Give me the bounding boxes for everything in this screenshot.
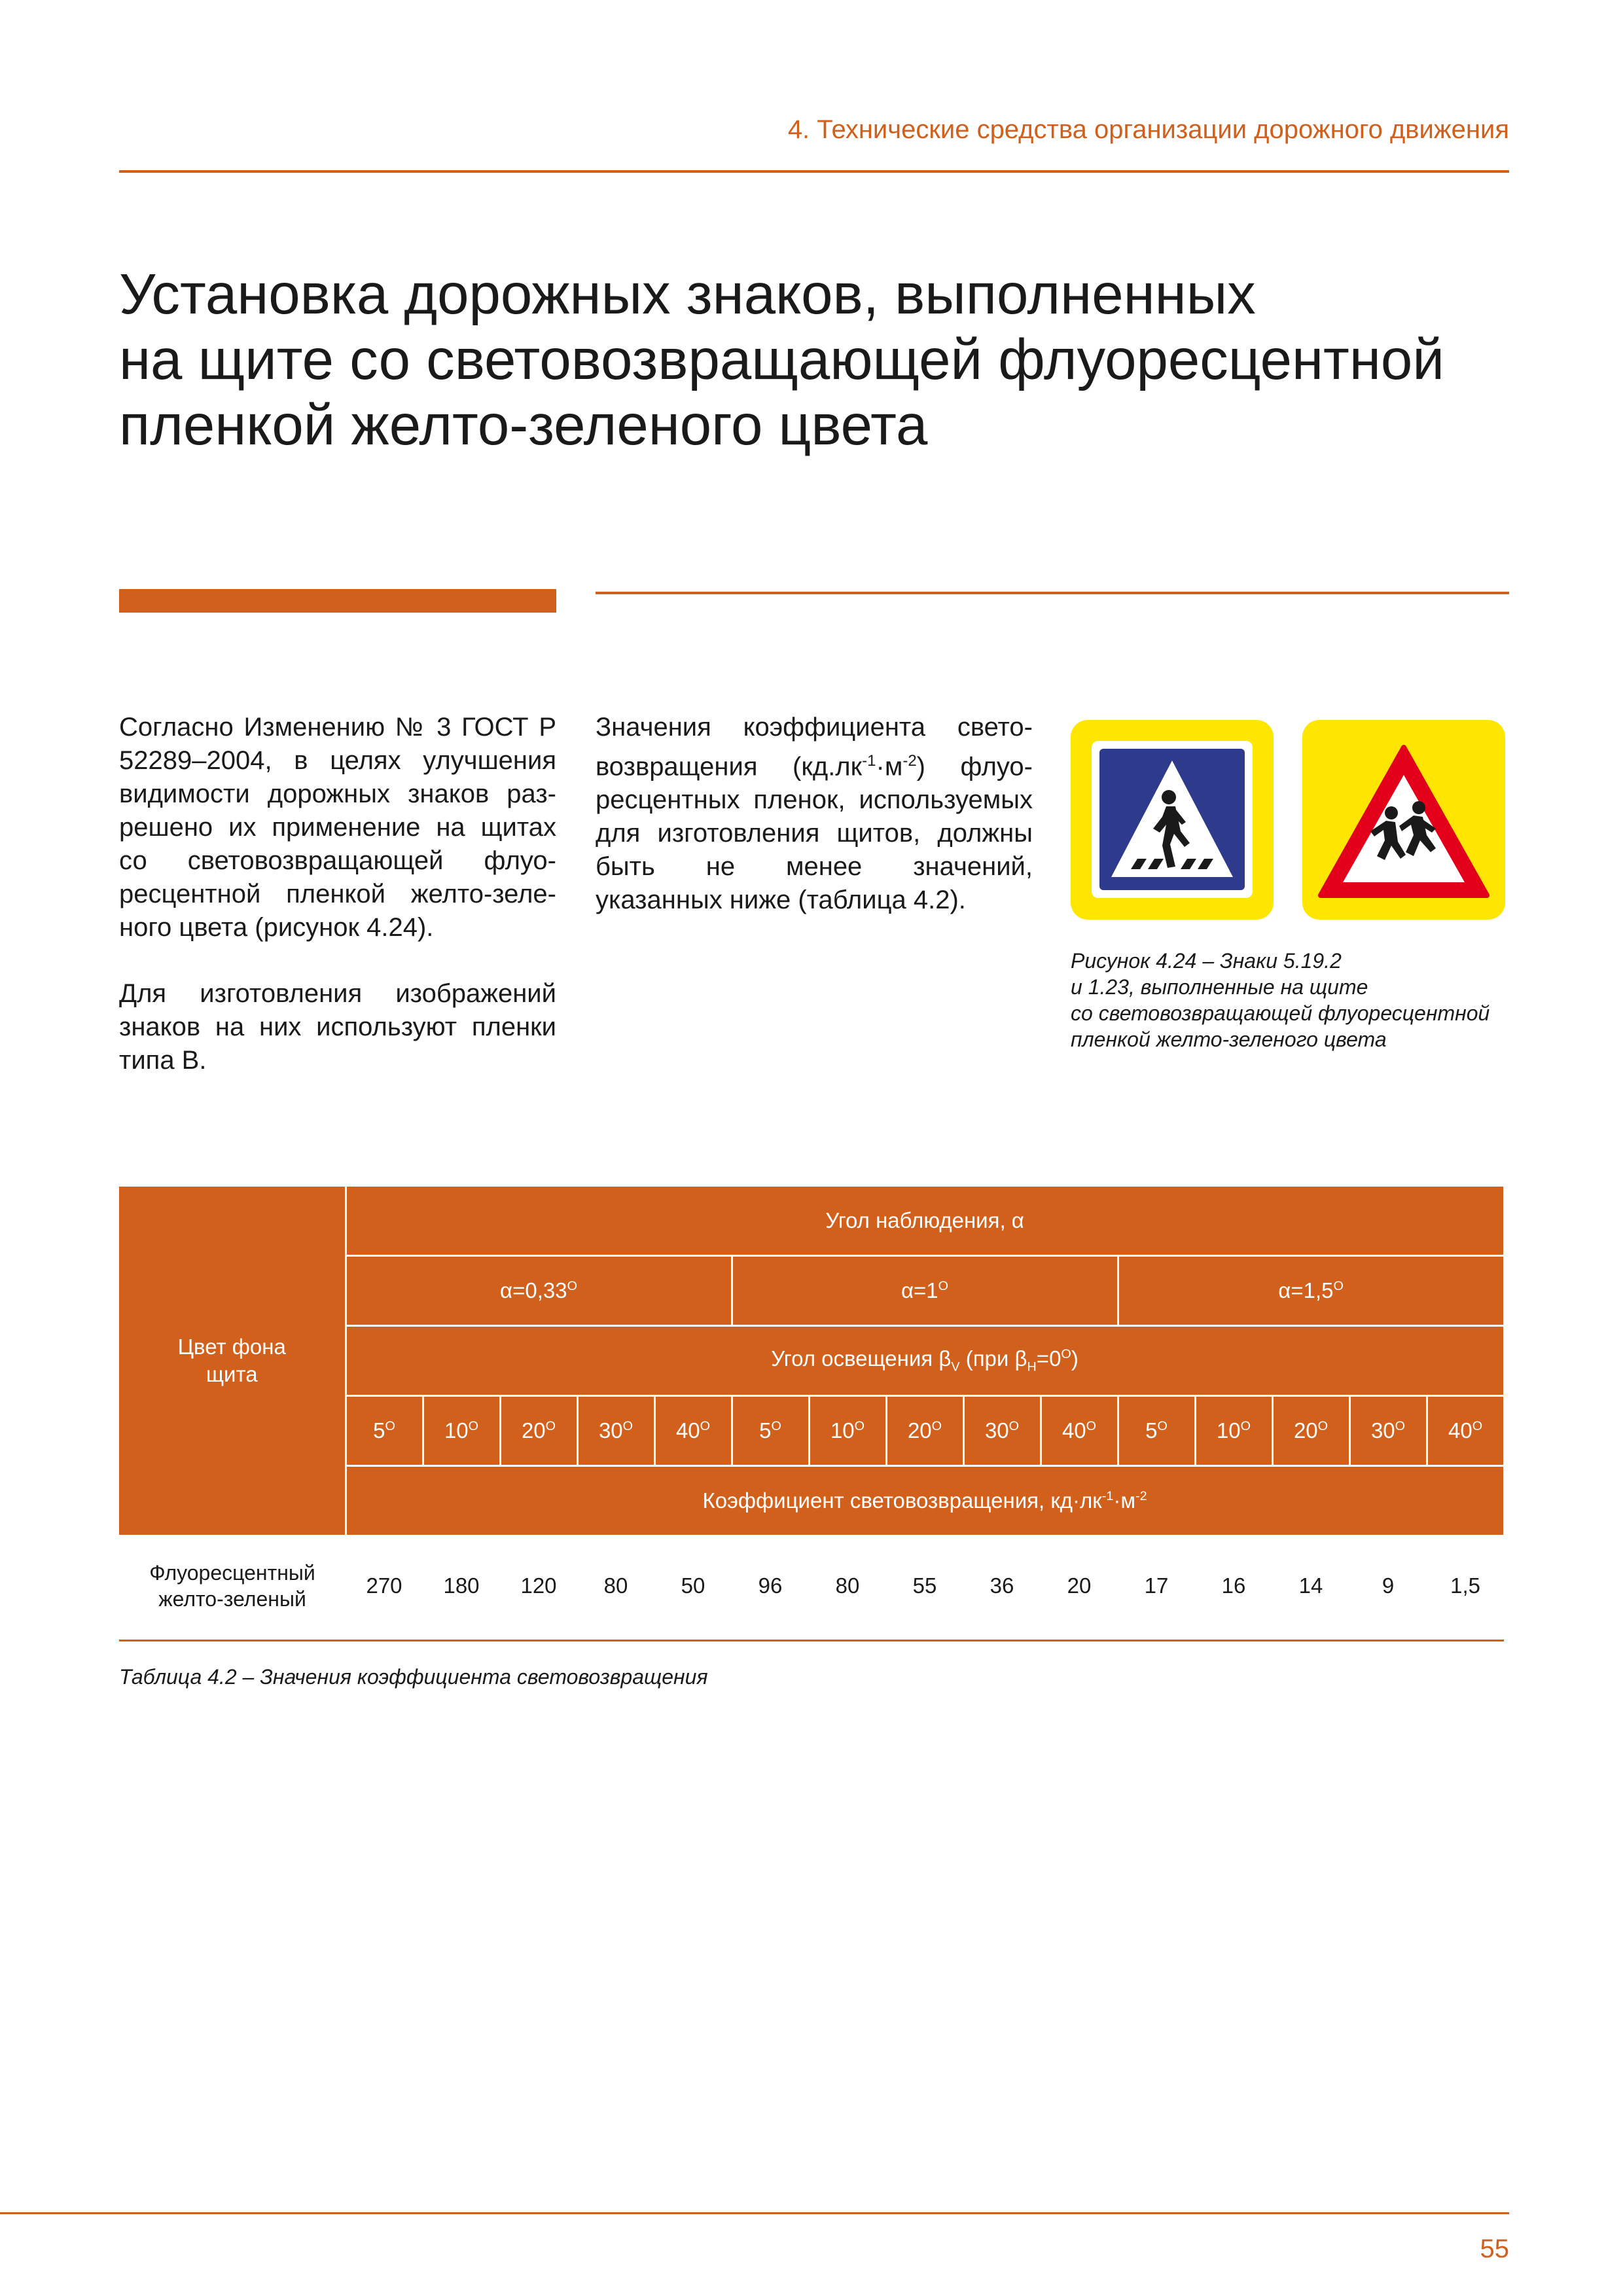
value-cell: 80 [835,1573,860,1598]
angle-header-cell: $30^O$ [963,1396,1041,1466]
value-cell: 36 [990,1573,1014,1598]
section-rule [596,592,1509,594]
value-cell: 120 [520,1573,557,1598]
illumination-angle-header: Угол освещения $\beta_V$ (при $\beta_H=0^O$) [346,1326,1504,1396]
alpha-group-header: $\alpha=0,33^O$ [346,1256,732,1326]
value-cell: 17 [1144,1573,1169,1598]
title-line-1: Установка дорожных знаков, выполненных [119,262,1256,326]
title-line-2: на щите со световозвращающей флуоресцентной [119,328,1444,391]
text-column-middle [596,711,1033,950]
table-corner-header: Цвет фона щита [119,1186,346,1536]
table-bottom-rule [119,1640,1504,1641]
page-title [119,262,1526,458]
text-column-left [119,711,556,1110]
section-bar [119,589,556,613]
value-cell: 180 [443,1573,480,1598]
angle-header-cell: $20^O$ [886,1396,963,1466]
angle-header-cell: $30^O$ [577,1396,654,1466]
row-label: Флуоресцентный желто-зеленый [149,1561,315,1611]
retroreflection-table [119,1185,1505,1635]
value-cell: 1,5 [1450,1573,1480,1598]
figure-caption: Рисунок 4.24 – Знаки 5.19.2 и 1.23, выполненные на щите со световозвращающей флуоресцентной пленкой желто-зеленого цвета [1071,949,1490,1051]
paragraph-gost: Согласно Изменению № 3 ГОСТ Р 52289–2004, в целях улучшения видимости дорожных знаков разрешено их применение на щитах со световозвращающей флуоресцентной пленкой желто-зеленого цвета (рисунок 4.24). [119,713,556,942]
angle-header-cell: $30^O$ [1349,1396,1427,1466]
observation-angle-header: Угол наблюдения, α [346,1186,1504,1256]
angle-header-cell: $5^O$ [346,1396,423,1466]
value-cell: 96 [758,1573,783,1598]
angle-header-cell: $40^O$ [1041,1396,1118,1466]
running-head: 4. Технические средства организации дорожного движения [787,115,1509,144]
value-cell: 270 [366,1573,402,1598]
title-line-3: пленкой желто-зеленого цвета [119,393,928,457]
angle-header-cell: $10^O$ [809,1396,886,1466]
value-cell: 14 [1298,1573,1323,1598]
angle-header-cell: $10^O$ [423,1396,500,1466]
header-rule [119,170,1509,173]
value-cell: 16 [1221,1573,1246,1598]
table-caption: Таблица 4.2 – Значения коэффициента световозвращения [119,1665,708,1689]
coefficient-header: Коэффициент световозвращения, $кд\cdot лк^{-1}\cdot м^{-2}$ [346,1466,1504,1536]
angle-header-cell: $40^O$ [654,1396,732,1466]
angle-header-cell: $10^O$ [1195,1396,1272,1466]
value-cell: 55 [912,1573,937,1598]
angle-header-cell: $20^O$ [500,1396,577,1466]
paragraph-film-type: Для изготовления изображений знаков на них используют пленки типа В. [119,979,556,1075]
alpha-group-header: $\alpha=1^O$ [732,1256,1118,1326]
value-cell: 80 [603,1573,628,1598]
page-number: 55 [1480,2234,1509,2263]
footer-rule [0,2212,1509,2214]
pedestrian-crossing-sign-icon [1071,720,1274,920]
angle-header-cell: $5^O$ [1118,1396,1195,1466]
value-cell: 9 [1382,1573,1395,1598]
paragraph-coefficient: Значения коэффициента световозвращения $(кд.лк^{-1}\cdot м^{-2})$ флуоресцентных пленок, используемых для изготовления щитов, должны быть не менее значений, указанных ниже (таблица 4.2). [596,713,1033,915]
value-cell: 20 [1067,1573,1092,1598]
angle-header-cell: $40^O$ [1427,1396,1504,1466]
children-warning-sign-icon [1302,720,1505,920]
angle-header-cell: $20^O$ [1272,1396,1349,1466]
alpha-group-header: $\alpha=1,5^O$ [1118,1256,1504,1326]
value-cell: 50 [681,1573,705,1598]
angle-header-cell: $5^O$ [732,1396,809,1466]
